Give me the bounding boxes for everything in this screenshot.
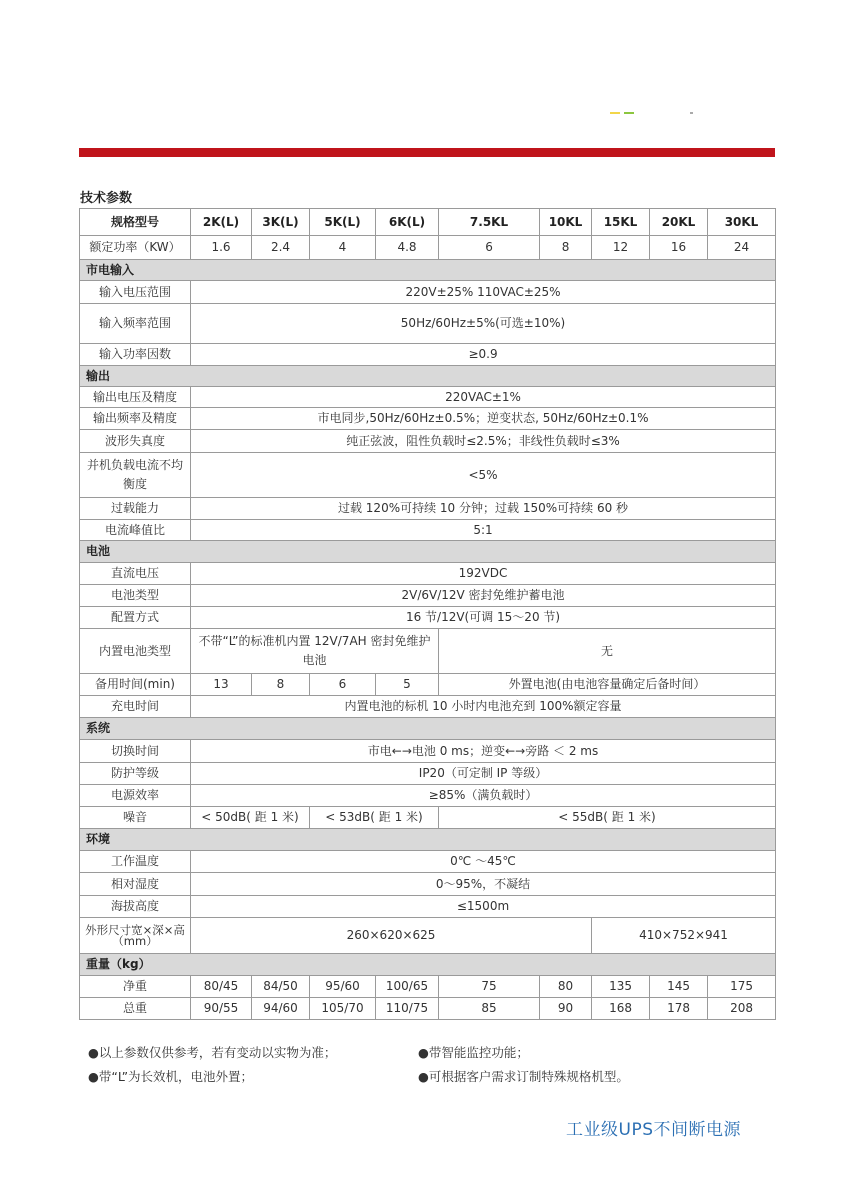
header-label: 规格型号 <box>80 209 191 236</box>
section-row <box>80 718 776 740</box>
value-cell: 208 <box>708 998 776 1020</box>
value-cell: 内置电池的标机 10 小时内电池充到 100%额定容量 <box>191 696 776 718</box>
row-label: 切换时间 <box>80 740 191 763</box>
value-cell: 市电←→电池 0 ms；逆变←→旁路 ＜ 2 ms <box>191 740 776 763</box>
model-cell: 7.5KL <box>439 209 540 236</box>
section-row <box>80 954 776 976</box>
value-cell: 192VDC <box>191 563 776 585</box>
row-label: 输入电压范围 <box>80 281 191 304</box>
row-label: 内置电池类型 <box>80 629 191 674</box>
row-label: 配置方式 <box>80 607 191 629</box>
value-cell: 纯正弦波，阻性负载时≤2.5%；非线性负载时≤3% <box>191 430 776 453</box>
value-cell: 75 <box>439 976 540 998</box>
value-cell: 110/75 <box>376 998 439 1020</box>
value-cell: 8 <box>252 674 310 696</box>
header-red-bar <box>79 148 775 157</box>
value-cell: 8 <box>540 236 592 260</box>
value-cell: 85 <box>439 998 540 1020</box>
model-cell: 30KL <box>708 209 776 236</box>
row-label: 电源效率 <box>80 785 191 807</box>
value-cell: 220VAC±1% <box>191 387 776 408</box>
row-label: 噪音 <box>80 807 191 829</box>
table-row <box>80 629 776 674</box>
table-row <box>80 498 776 520</box>
value-cell: < 55dB( 距 1 米) <box>439 807 776 829</box>
row-label: 电流峰值比 <box>80 520 191 541</box>
value-cell: ≤1500m <box>191 896 776 918</box>
table-row <box>80 236 776 260</box>
row-label: 直流电压 <box>80 563 191 585</box>
value-cell: 过载 120%可持续 10 分钟；过载 150%可持续 60 秒 <box>191 498 776 520</box>
value-cell: 13 <box>191 674 252 696</box>
model-cell: 20KL <box>650 209 708 236</box>
row-label: 过载能力 <box>80 498 191 520</box>
spec-table <box>79 208 776 1020</box>
value-cell: 410×752×941 <box>592 918 776 954</box>
value-cell: ≥0.9 <box>191 344 776 366</box>
value-cell: 178 <box>650 998 708 1020</box>
section-row <box>80 541 776 563</box>
header-accent-marks <box>610 112 700 116</box>
table-row <box>80 674 776 696</box>
section-output-heading: 输出 <box>80 366 776 387</box>
value-cell: 24 <box>708 236 776 260</box>
value-cell: 80/45 <box>191 976 252 998</box>
value-cell: 16 <box>650 236 708 260</box>
value-cell: 外置电池(由电池容量确定后备时间） <box>439 674 776 696</box>
model-cell: 10KL <box>540 209 592 236</box>
row-label: 输入频率范围 <box>80 304 191 344</box>
value-cell: 175 <box>708 976 776 998</box>
value-cell: 220V±25% 110VAC±25% <box>191 281 776 304</box>
value-cell: 50Hz/60Hz±5%(可选±10%) <box>191 304 776 344</box>
value-cell: < 50dB( 距 1 米) <box>191 807 310 829</box>
table-row <box>80 387 776 408</box>
row-label: 输出频率及精度 <box>80 408 191 430</box>
value-cell: 145 <box>650 976 708 998</box>
value-cell: 100/65 <box>376 976 439 998</box>
row-label: 防护等级 <box>80 763 191 785</box>
value-cell: 0℃ ～45℃ <box>191 851 776 873</box>
section-input-heading: 市电输入 <box>80 260 776 281</box>
value-cell: < 53dB( 距 1 米) <box>310 807 439 829</box>
table-row <box>80 453 776 498</box>
value-cell: 2V/6V/12V 密封免维护蓄电池 <box>191 585 776 607</box>
model-cell: 2K(L) <box>191 209 252 236</box>
note-item: ●带智能监控功能； <box>418 1045 529 1060</box>
value-cell: 168 <box>592 998 650 1020</box>
table-row <box>80 607 776 629</box>
table-row <box>80 430 776 453</box>
section-environment-heading: 环境 <box>80 829 776 851</box>
row-label: 额定功率（KW） <box>80 236 191 260</box>
value-cell: 105/70 <box>310 998 376 1020</box>
footer-brand: 工业级UPS不间断电源 <box>566 1120 741 1140</box>
row-label: 充电时间 <box>80 696 191 718</box>
table-row <box>80 807 776 829</box>
value-cell: IP20（可定制 IP 等级） <box>191 763 776 785</box>
row-label: 备用时间(min) <box>80 674 191 696</box>
value-cell: 84/50 <box>252 976 310 998</box>
model-cell: 5K(L) <box>310 209 376 236</box>
table-row <box>80 344 776 366</box>
table-row <box>80 763 776 785</box>
value-cell: 市电同步,50Hz/60Hz±0.5%；逆变状态, 50Hz/60Hz±0.1% <box>191 408 776 430</box>
value-cell: 260×620×625 <box>191 918 592 954</box>
table-row <box>80 304 776 344</box>
page-title: 技术参数 <box>80 191 133 206</box>
value-cell: 12 <box>592 236 650 260</box>
table-row <box>80 740 776 763</box>
value-cell: 4 <box>310 236 376 260</box>
table-row <box>80 281 776 304</box>
table-row <box>80 696 776 718</box>
table-row <box>80 896 776 918</box>
row-label: 并机负载电流不均衡度 <box>80 453 191 498</box>
section-weight-heading: 重量（kg） <box>80 954 776 976</box>
note-item: ●带“L”为长效机，电池外置； <box>88 1069 254 1084</box>
value-cell: 16 节/12V(可调 15～20 节) <box>191 607 776 629</box>
section-battery-heading: 电池 <box>80 541 776 563</box>
table-row <box>80 785 776 807</box>
value-cell: 1.6 <box>191 236 252 260</box>
table-row <box>80 873 776 896</box>
value-cell: 不带“L”的标准机内置 12V/7AH 密封免维护电池 <box>191 629 439 674</box>
table-row <box>80 563 776 585</box>
model-cell: 15KL <box>592 209 650 236</box>
accent-mark-gray <box>690 112 693 114</box>
row-label: 外形尺寸宽×深×高（mm） <box>80 918 191 954</box>
table-row <box>80 998 776 1020</box>
value-cell: 4.8 <box>376 236 439 260</box>
row-label: 波形失真度 <box>80 430 191 453</box>
value-cell: 95/60 <box>310 976 376 998</box>
value-cell: 无 <box>439 629 776 674</box>
row-label: 净重 <box>80 976 191 998</box>
table-header-row <box>80 209 776 236</box>
table-row <box>80 408 776 430</box>
row-label: 电池类型 <box>80 585 191 607</box>
table-row <box>80 918 776 954</box>
row-label: 相对湿度 <box>80 873 191 896</box>
section-row <box>80 829 776 851</box>
value-cell: 0～95%，不凝结 <box>191 873 776 896</box>
note-item: ●可根据客户需求订制特殊规格机型。 <box>418 1069 629 1084</box>
row-label: 输出电压及精度 <box>80 387 191 408</box>
value-cell: 5:1 <box>191 520 776 541</box>
accent-mark-green <box>624 112 634 114</box>
value-cell: 5 <box>376 674 439 696</box>
row-label: 输入功率因数 <box>80 344 191 366</box>
model-cell: 6K(L) <box>376 209 439 236</box>
table-row <box>80 520 776 541</box>
value-cell: 6 <box>310 674 376 696</box>
row-label: 总重 <box>80 998 191 1020</box>
value-cell: 135 <box>592 976 650 998</box>
section-row <box>80 260 776 281</box>
value-cell: 80 <box>540 976 592 998</box>
table-row <box>80 585 776 607</box>
table-row <box>80 851 776 873</box>
value-cell: 90/55 <box>191 998 252 1020</box>
section-system-heading: 系统 <box>80 718 776 740</box>
value-cell: 6 <box>439 236 540 260</box>
accent-mark-yellow <box>610 112 620 114</box>
model-cell: 3K(L) <box>252 209 310 236</box>
value-cell: <5% <box>191 453 776 498</box>
note-item: ●以上参数仅供参考，若有变动以实物为准； <box>88 1045 337 1060</box>
value-cell: 90 <box>540 998 592 1020</box>
section-row <box>80 366 776 387</box>
row-label: 工作温度 <box>80 851 191 873</box>
value-cell: 94/60 <box>252 998 310 1020</box>
row-label: 海拔高度 <box>80 896 191 918</box>
table-row <box>80 976 776 998</box>
value-cell: ≥85%（满负载时） <box>191 785 776 807</box>
value-cell: 2.4 <box>252 236 310 260</box>
